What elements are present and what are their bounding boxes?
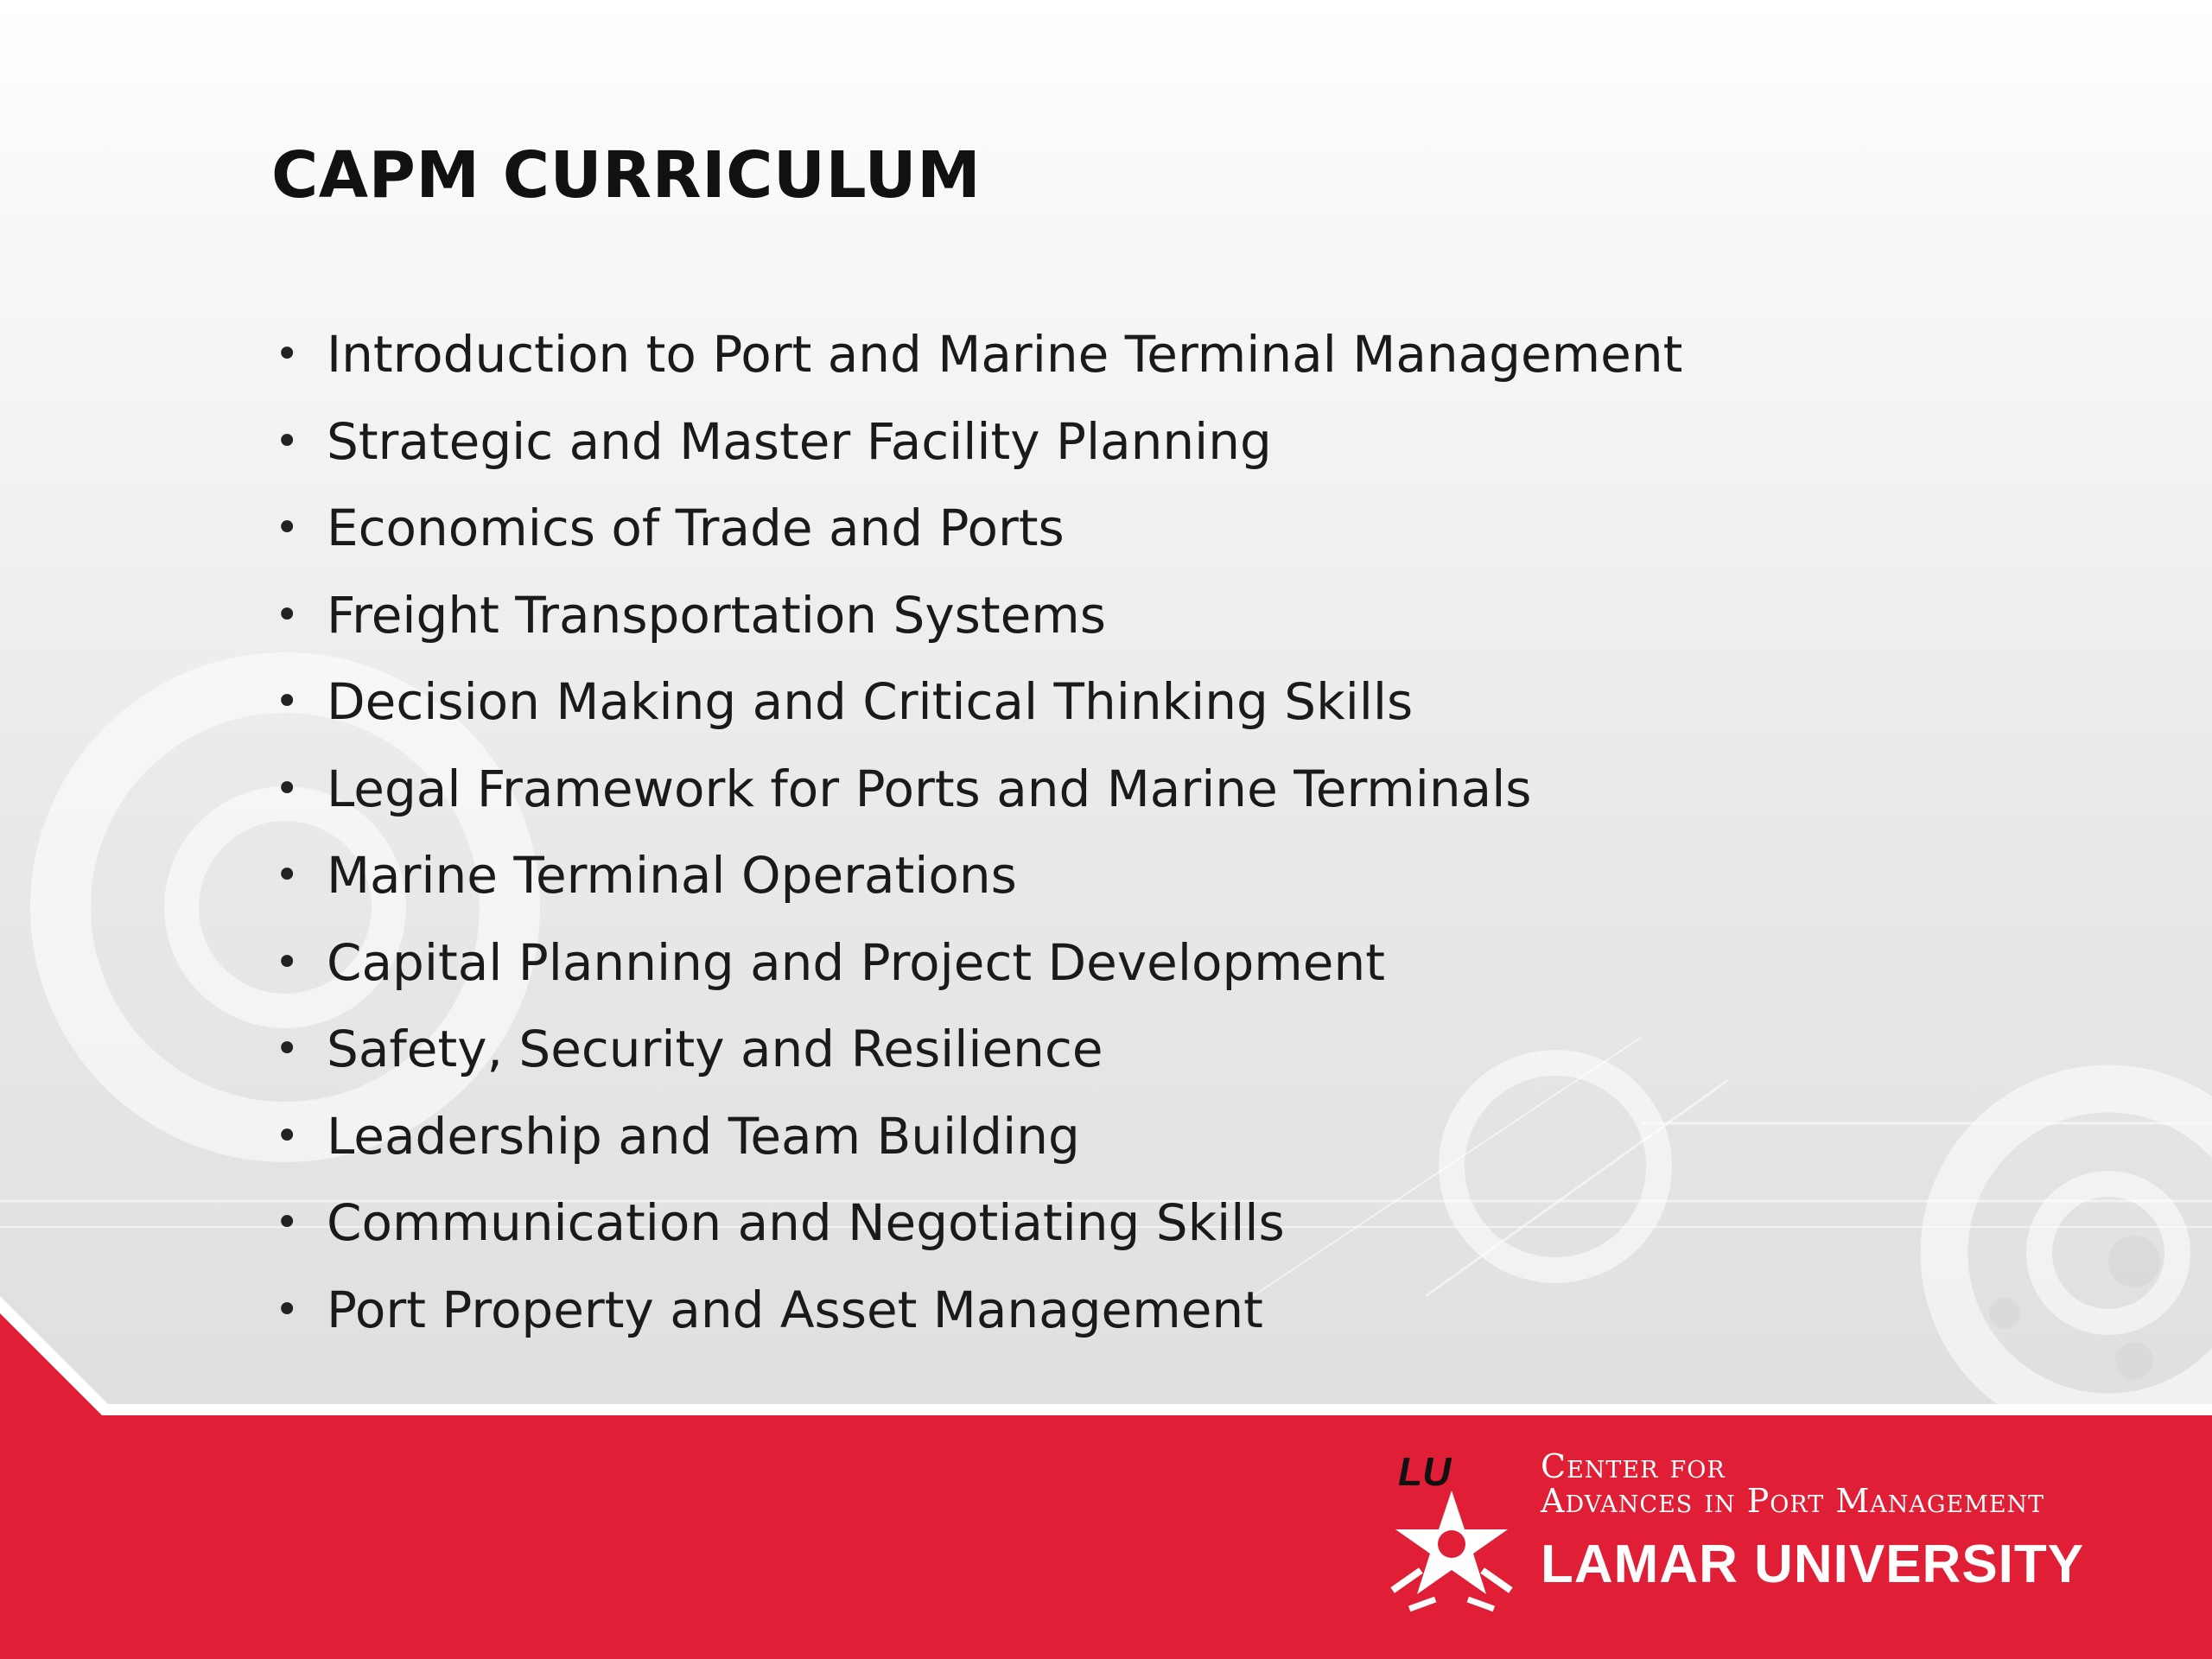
list-item xyxy=(271,1093,1682,1180)
bullet-icon: • xyxy=(275,764,300,813)
list-item xyxy=(271,485,1682,572)
bullet-icon: • xyxy=(275,938,300,987)
slide-title: CAPM CURRICULUM xyxy=(271,138,982,213)
list-item-text: Safety, Security and Resilience xyxy=(327,1020,1103,1078)
logo-letters: LU xyxy=(1398,1449,1452,1494)
list-item-text: Capital Planning and Project Development xyxy=(327,932,1385,992)
bullet-icon: • xyxy=(275,1025,300,1073)
list-item-text: Decision Making and Critical Thinking Skills xyxy=(327,672,1414,731)
list-item xyxy=(271,832,1682,919)
list-item xyxy=(271,658,1682,746)
bullet-icon: • xyxy=(275,416,300,466)
bullet-icon: • xyxy=(275,330,300,378)
lamar-logo xyxy=(1382,1447,2126,1629)
bullet-icon: • xyxy=(275,851,300,899)
list-item-text: Economics of Trade and Ports xyxy=(327,499,1065,557)
bullet-icon: • xyxy=(275,504,300,552)
list-item-text: Port Property and Asset Management xyxy=(327,1280,1263,1339)
list-item-text: Introduction to Port and Marine Terminal Management xyxy=(327,325,1683,384)
list-item xyxy=(271,311,1682,398)
list-item xyxy=(271,1006,1682,1093)
list-item-text: Leadership and Team Building xyxy=(327,1106,1080,1166)
list-item xyxy=(271,746,1682,833)
bullet-icon: • xyxy=(275,1198,300,1247)
lamar-star-logo-icon xyxy=(1382,1447,1521,1629)
center-name-line2: Advances in Port Management xyxy=(1541,1482,2045,1520)
bullet-icon: • xyxy=(275,677,300,726)
bullet-icon: • xyxy=(275,590,300,639)
list-item xyxy=(271,919,1682,1007)
list-item-text: Communication and Negotiating Skills xyxy=(327,1193,1285,1252)
list-item xyxy=(271,398,1682,486)
list-item xyxy=(271,572,1682,659)
list-item-text: Legal Framework for Ports and Marine Terminals xyxy=(327,759,1532,818)
university-name: LAMAR UNIVERSITY xyxy=(1541,1535,2085,1594)
center-name-line1: Center for xyxy=(1541,1447,1726,1485)
curriculum-list xyxy=(271,311,1682,1353)
list-item-text: Freight Transportation Systems xyxy=(327,585,1107,645)
list-item-text: Marine Terminal Operations xyxy=(327,846,1017,905)
bullet-icon: • xyxy=(275,1285,300,1334)
bullet-icon: • xyxy=(275,1111,300,1160)
list-item xyxy=(271,1179,1682,1267)
list-item-text: Strategic and Master Facility Planning xyxy=(327,411,1272,471)
